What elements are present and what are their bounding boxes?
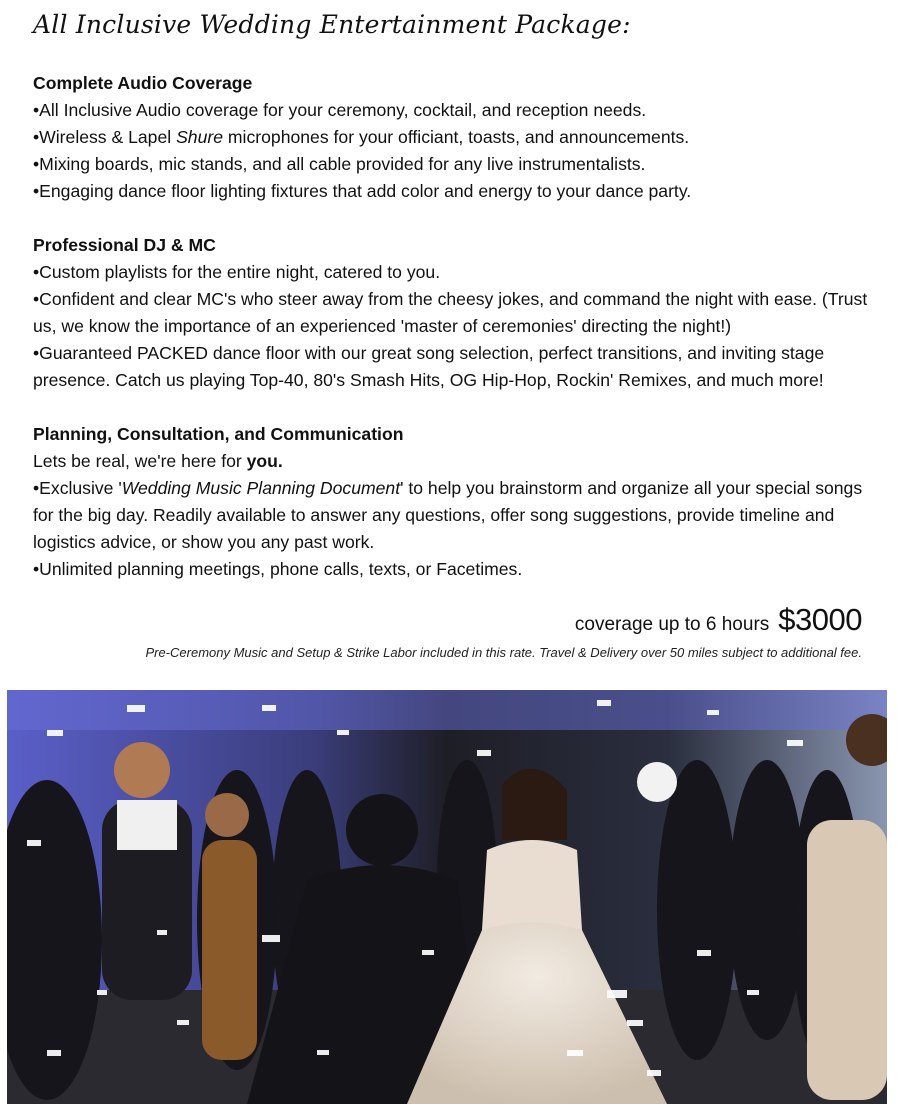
brand-name: Shure <box>176 127 224 147</box>
price-row <box>575 602 862 638</box>
section-dj-mc <box>33 232 873 394</box>
section-heading: Complete Audio Coverage <box>33 73 253 93</box>
list-item: •Mixing boards, mic stands, and all cable provided for any live instrumentalists. <box>33 154 646 174</box>
package-details <box>33 70 873 610</box>
section-audio <box>33 70 873 205</box>
page-title: All Inclusive Wedding Entertainment Package: <box>33 10 631 39</box>
photo-illustration <box>7 690 887 1104</box>
price-value: $3000 <box>778 602 862 637</box>
list-item: •Engaging dance floor lighting fixtures that add color and energy to your dance party. <box>33 181 692 201</box>
list-item: •All Inclusive Audio coverage for your ceremony, cocktail, and reception needs. <box>33 100 647 120</box>
section-heading: Professional DJ & MC <box>33 235 216 255</box>
list-item: •Confident and clear MC's who steer away from the cheesy jokes, and command the night with ease. (Trust us, we know the importance of an experienced 'master of ceremonies' directing the night!) <box>33 289 868 336</box>
section-planning <box>33 421 873 583</box>
list-item: Lets be real, we're here for you. <box>33 451 283 471</box>
price-note: Pre-Ceremony Music and Setup & Strike Labor included in this rate. Travel & Delivery over 50 miles subject to additional fee. <box>145 645 862 660</box>
coverage-label: coverage up to 6 hours <box>574 614 770 635</box>
section-heading: Planning, Consultation, and Communication <box>33 424 404 444</box>
list-item: •Exclusive 'Wedding Music Planning Document' to help you brainstorm and organize all your special songs for the big day. Readily available to answer any questions, offer song suggestions, provide timeline and logistics advice, or show you any past work. <box>33 478 863 552</box>
document-name: Wedding Music Planning Document <box>121 478 401 498</box>
list-item: •Unlimited planning meetings, phone calls, texts, or Facetimes. <box>33 559 523 579</box>
list-item: •Wireless & Lapel Shure microphones for your officiant, toasts, and announcements. <box>33 127 690 147</box>
list-item: •Guaranteed PACKED dance floor with our great song selection, perfect transitions, and inviting stage presence. Catch us playing Top-40, 80's Smash Hits, OG Hip-Hop, Rockin' Remixes, and much more! <box>33 343 825 390</box>
emphasis: you. <box>246 451 283 471</box>
list-item: •Custom playlists for the entire night, catered to you. <box>33 262 441 282</box>
wedding-dance-photo <box>7 690 887 1104</box>
